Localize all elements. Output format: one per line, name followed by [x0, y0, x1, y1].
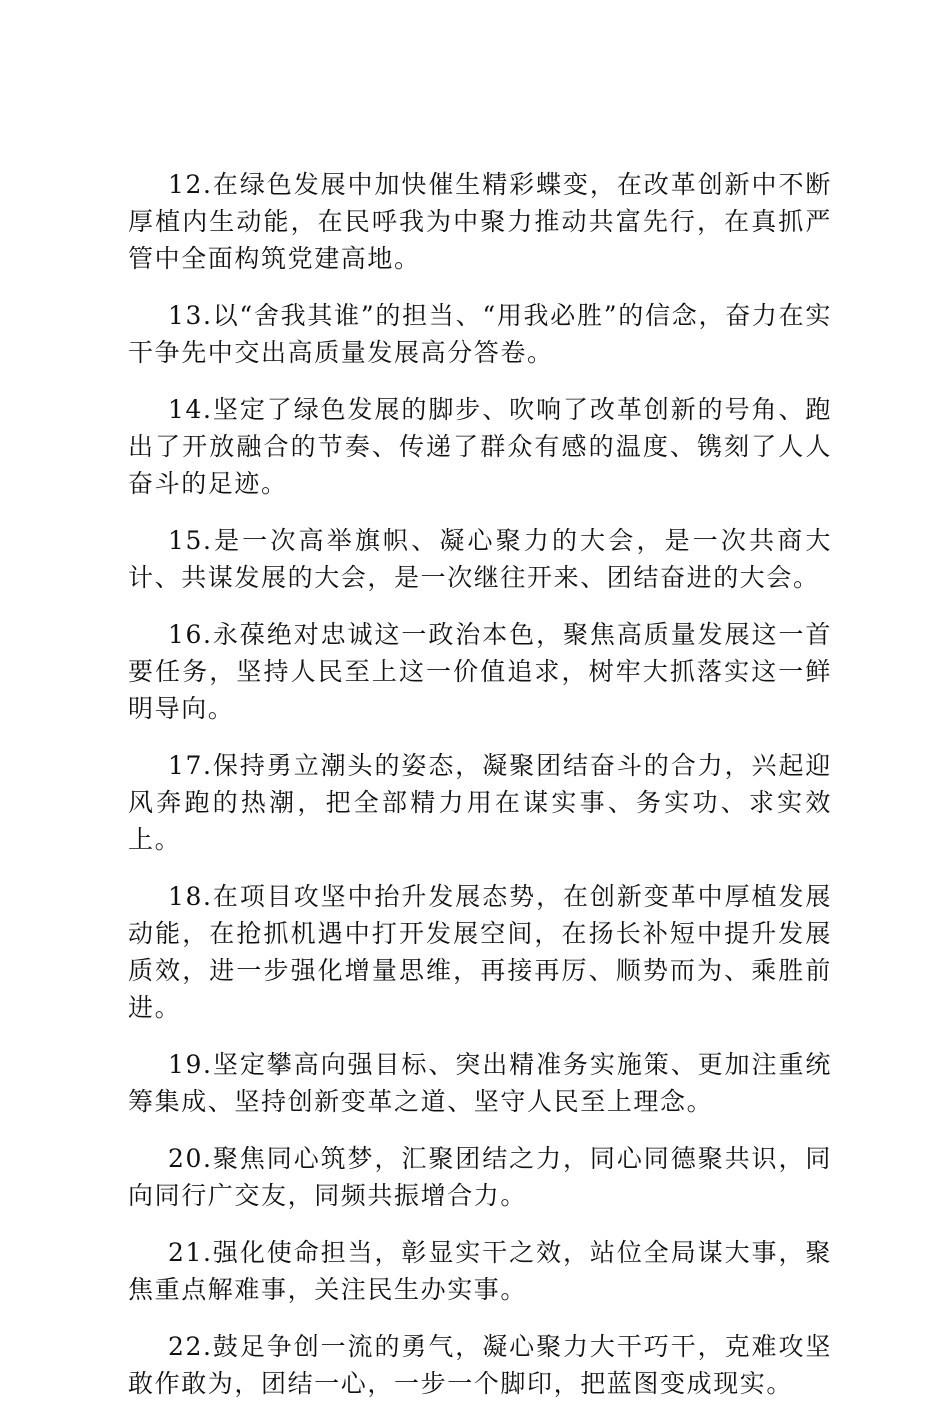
- paragraph-text: 在绿色发展中加快催生精彩蝶变，在改革创新中不断厚植内生动能，在民呼我为中聚力推动共富先行，在真抓严管中全面构筑党建高地。: [128, 170, 832, 273]
- paragraph-12: [128, 166, 832, 277]
- paragraph-number: 21.: [168, 1238, 213, 1267]
- paragraph-number: 19.: [168, 1050, 213, 1079]
- paragraph-number: 16.: [168, 620, 213, 649]
- paragraph-text: 坚定攀高向强目标、突出精准务实施策、更加注重统筹集成、坚持创新变革之道、坚守人民至上理念。: [128, 1050, 832, 1116]
- paragraph-15: [128, 522, 832, 596]
- paragraph-number: 13.: [168, 301, 213, 330]
- paragraph-number: 12.: [168, 170, 213, 199]
- paragraph-number: 15.: [168, 526, 213, 555]
- paragraph-text: 坚定了绿色发展的脚步、吹响了改革创新的号角、跑出了开放融合的节奏、传递了群众有感的温度、镌刻了人人奋斗的足迹。: [128, 395, 832, 498]
- paragraph-number: 14.: [168, 395, 213, 424]
- paragraph-text: 在项目攻坚中抬升发展态势，在创新变革中厚植发展动能，在抢抓机遇中打开发展空间，在扬长补短中提升发展质效，进一步强化增量思维，再接再厉、顺势而为、乘胜前进。: [128, 882, 832, 1022]
- paragraph-18: [128, 878, 832, 1026]
- paragraph-number: 17.: [168, 751, 213, 780]
- paragraph-22: [128, 1328, 832, 1402]
- paragraph-16: [128, 616, 832, 727]
- paragraph-14: [128, 391, 832, 502]
- paragraph-text: 永葆绝对忠诚这一政治本色，聚焦高质量发展这一首要任务，坚持人民至上这一价值追求，树牢大抓落实这一鲜明导向。: [128, 620, 832, 723]
- paragraph-number: 22.: [168, 1332, 213, 1361]
- paragraph-text: 是一次高举旗帜、凝心聚力的大会，是一次共商大计、共谋发展的大会，是一次继往开来、团结奋进的大会。: [128, 526, 832, 592]
- paragraph-text: 以“舍我其谁”的担当、“用我必胜”的信念，奋力在实干争先中交出高质量发展高分答卷。: [128, 301, 832, 367]
- paragraph-17: [128, 747, 832, 858]
- paragraph-text: 鼓足争创一流的勇气，凝心聚力大干巧干，克难攻坚敢作敢为，团结一心，一步一个脚印，把蓝图变成现实。: [128, 1332, 832, 1398]
- document-body: [128, 166, 832, 1422]
- paragraph-text: 保持勇立潮头的姿态，凝聚团结奋斗的合力，兴起迎风奔跑的热潮，把全部精力用在谋实事、务实功、求实效上。: [128, 751, 832, 854]
- paragraph-text: 聚焦同心筑梦，汇聚团结之力，同心同德聚共识，同向同行广交友，同频共振增合力。: [128, 1144, 832, 1210]
- paragraph-13: [128, 297, 832, 371]
- paragraph-20: [128, 1140, 832, 1214]
- paragraph-19: [128, 1046, 832, 1120]
- paragraph-number: 20.: [168, 1144, 213, 1173]
- paragraph-text: 强化使命担当，彰显实干之效，站位全局谋大事，聚焦重点解难事，关注民生办实事。: [128, 1238, 832, 1304]
- paragraph-21: [128, 1234, 832, 1308]
- paragraph-number: 18.: [168, 882, 213, 911]
